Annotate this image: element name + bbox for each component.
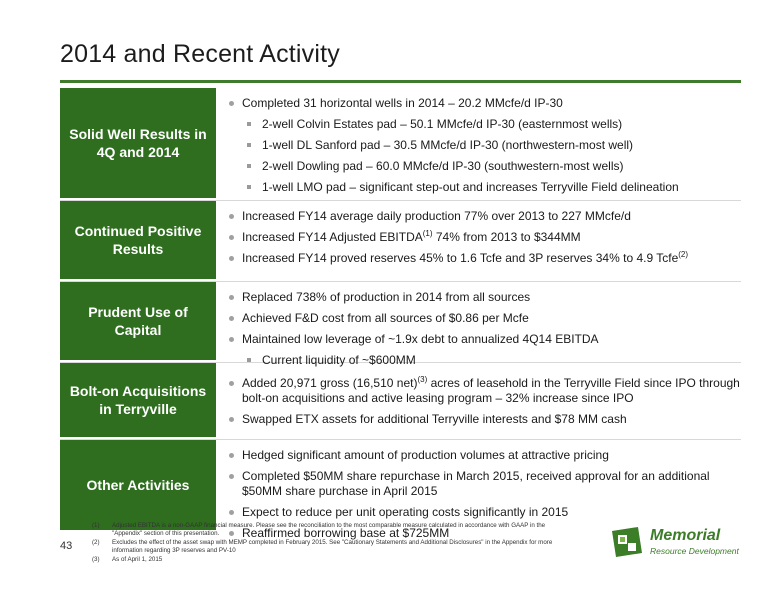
row-solid-well-results xyxy=(60,88,741,201)
bullet: Expect to reduce per unit operating costs significantly in 2015 xyxy=(228,505,741,520)
footnote-number: (2) xyxy=(92,539,100,546)
row-content xyxy=(216,282,741,367)
footnote-text: Adjusted EBITDA is a non-GAAP financial measure. Please see the reconciliation to the most comparable measure calculated in accordance with GAAP in the "Appendix" section of this presentation. xyxy=(112,522,546,537)
footnote-text: Excludes the effect of the asset swap with MEMP completed in February 2015. See "Cautionary Statements and Additional Disclosures" in the Appendix for more information regarding 3P reserves and PV-10 xyxy=(112,539,553,554)
footnote-ref: (1) xyxy=(422,229,433,238)
footnote-number: (3) xyxy=(92,556,100,563)
row-content xyxy=(216,201,741,281)
logo-mark-icon xyxy=(608,525,646,559)
bullet: Swapped ETX assets for additional Terryville interests and $78 MM cash xyxy=(228,412,741,427)
sub-bullet: Current liquidity of ~$600MM xyxy=(228,353,741,368)
bullet xyxy=(228,376,741,406)
row-content xyxy=(216,363,741,439)
bullet xyxy=(228,230,741,245)
page-title: 2014 and Recent Activity xyxy=(60,40,340,68)
row-label: Continued Positive Results xyxy=(60,201,216,281)
bullet-text: Added 20,971 gross (16,510 net) xyxy=(242,376,418,390)
bullet: Achieved F&D cost from all sources of $0.86 per Mcfe xyxy=(228,311,741,326)
footnote xyxy=(92,522,562,538)
row-content xyxy=(216,88,741,200)
bullet: Completed 31 horizontal wells in 2014 – 20.2 MMcfe/d IP-30 xyxy=(228,96,741,111)
footnote-ref: (2) xyxy=(678,250,689,259)
company-logo xyxy=(608,525,748,561)
bullet-text: Increased FY14 proved reserves 45% to 1.6 Tcfe and 3P reserves 34% to 4.9 Tcfe xyxy=(242,251,679,265)
row-bolt-on-acquisitions xyxy=(60,363,741,440)
footnote-ref: (3) xyxy=(417,375,428,384)
footnote-text: As of April 1, 2015 xyxy=(112,556,163,563)
footnote xyxy=(92,556,562,564)
row-continued-positive-results xyxy=(60,201,741,282)
row-label: Other Activities xyxy=(60,440,216,532)
bullet: Replaced 738% of production in 2014 from all sources xyxy=(228,290,741,305)
bullet: Hedged significant amount of production volumes at attractive pricing xyxy=(228,448,741,463)
footnote-number: (1) xyxy=(92,522,100,529)
bullet: Increased FY14 average daily production 77% over 2013 to 227 MMcfe/d xyxy=(228,209,741,224)
sub-bullet: 1-well LMO pad – significant step-out and increases Terryville Field delineation xyxy=(228,180,741,195)
bullet-text: acres of leasehold in the Terryville Field since IPO through bolt-on acquisitions and active leasing program – 32% increase since IPO xyxy=(242,376,740,405)
logo-name: Memorial xyxy=(650,527,721,544)
footnotes xyxy=(92,522,562,565)
bullet-text: Increased FY14 Adjusted EBITDA xyxy=(242,230,423,244)
bullet: Reaffirmed borrowing base at $725MM xyxy=(228,526,741,541)
bullet xyxy=(228,251,741,266)
sub-bullet: 2-well Dowling pad – 60.0 MMcfe/d IP-30 (southwestern-most wells) xyxy=(228,159,741,174)
bullet-text: 74% from 2013 to $344MM xyxy=(432,230,581,244)
row-label: Bolt-on Acquisitions in Terryville xyxy=(60,363,216,439)
logo-subtitle: Resource Development xyxy=(650,546,739,556)
page-number: 43 xyxy=(60,540,73,552)
footnote xyxy=(92,539,562,555)
title-divider xyxy=(60,80,741,83)
bullet: Maintained low leverage of ~1.9x debt to annualized 4Q14 EBITDA xyxy=(228,332,741,347)
sub-bullet: 2-well Colvin Estates pad – 50.1 MMcfe/d IP-30 (easternmost wells) xyxy=(228,117,741,132)
bullet: Completed $50MM share repurchase in March 2015, received approval for an additional $50MM share purchase in April 2015 xyxy=(228,469,741,499)
row-prudent-use-of-capital xyxy=(60,282,741,367)
row-label: Prudent Use of Capital xyxy=(60,282,216,362)
row-label: Solid Well Results in 4Q and 2014 xyxy=(60,88,216,200)
sub-bullet: 1-well DL Sanford pad – 30.5 MMcfe/d IP-30 (northwestern-most well) xyxy=(228,138,741,153)
